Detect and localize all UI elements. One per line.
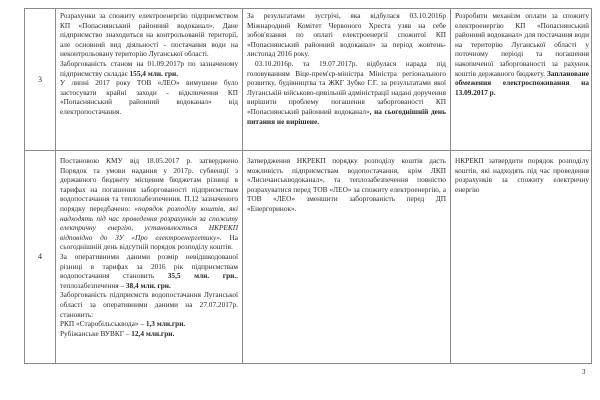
debt-value: 12,4 млн.грн. — [131, 328, 175, 338]
page-number: 3 — [582, 368, 586, 376]
debt-paragraph — [60, 59, 238, 78]
table-row — [25, 9, 591, 151]
proposal-cell — [451, 9, 593, 150]
disconnection-paragraph: У липні 2017 року ТОВ «ЛЕО» вимушене було застосувати крайні заходи - відключення КП «Попаснянський районний водоканал» від електропостачання. — [60, 78, 238, 116]
issues-table — [24, 8, 592, 364]
water-amount: 35,5 млн. грн. — [167, 271, 237, 281]
debt-text: Заборгованість станом на 01.09.2017р по зазначеному підприємству складає — [60, 58, 238, 78]
proposal-paragraph: НКРЕКП затвердити порядок розподілу коштів, які надходять під час проведення розрахунків за спожиту електричну енергію — [455, 156, 589, 194]
heat-amount: 38,4 млн. грн. — [125, 280, 171, 290]
row-number: 3 — [38, 74, 42, 84]
proposal-text: Розробити механізм оплати за спожиту електроенергію КП «Попаснянський районний водоканал» для постачання води на територію Луганської області у поточному періоді та погашення накопиченої заборгованості за рахунок коштів державного бюджету. — [455, 11, 589, 78]
debt-item — [60, 329, 238, 339]
actions-paragraph: Затвердження НКРЕКП порядку розподілу коштів дасть можливість підприємствам водопостачання, крім ЛКП «Лисичанськводоканал», та теплозабезпечення повністю розрахуватися перед ТОВ «ЛЕО» за спожиту електроенергію, а ТОВ «ЛЕО» зменшити заборгованість перед ДП «Енергоринок». — [247, 156, 446, 213]
resolution-paragraph — [60, 156, 238, 252]
debt-label: Рубіжанське ВУВКГ – — [60, 328, 132, 338]
row-number-cell — [25, 9, 56, 150]
actions-cell — [243, 151, 451, 363]
planned-restriction: Заплановане обмеження електроспоживання на 13.09.2017 р. — [455, 68, 589, 97]
debt-item — [60, 319, 238, 329]
proposal-paragraph — [455, 11, 589, 97]
tariff-paragraph — [60, 252, 238, 290]
actions-paragraph: За результатами зустрічі, яка відбулася 03.10.2016р Міжнародний Комітет Червоного Хреста узяв на себе зобов'язання по оплаті електроенергії спожитої КП «Попаснянський районний водоканал» за період жовтень-листопад 2016 року. — [247, 11, 446, 59]
debt-value: 1,3 млн.грн. — [145, 319, 186, 329]
debt-amount: 155,4 млн. грн. — [129, 68, 179, 78]
table-row — [25, 151, 591, 363]
situation-cell — [56, 9, 243, 150]
debt-paragraph: Заборгованість підприємств водопостачання Луганської області за оперативними даними на 27.07.2017р. становить: — [60, 290, 238, 319]
row-number: 4 — [38, 252, 42, 261]
meeting-paragraph — [247, 59, 446, 126]
actions-cell — [243, 9, 451, 150]
meeting-status: , на сьогоднішній день питання не вирішене. — [247, 106, 446, 126]
resolution-text: Постановою КМУ від 18.05.2017 р. затверджено Порядок та умови надання у 2017р. субвенції з державного бюджету місцевим бюджетам різниці в тарифах на погашення заборгованості підприємствам водопостачання та теплозабезпечення. П.12 зазначеного порядку передбачено: — [60, 156, 238, 213]
resolution-quote: «порядок розподілу коштів, які надходять під час проведення розрахунків за спожиту електричну енергію, установлюється НКРЕКП відповідно до ЗУ «Про електроенергетику». — [60, 203, 238, 242]
tariff-mid: , теплозабезпечення – — [60, 271, 238, 290]
resolution-tail: На сьогоднішній день відсутній порядок розподілу коштів. — [60, 232, 238, 252]
debt-label: РКП «Старобільськвода» – — [60, 319, 146, 329]
row-number-cell — [25, 151, 56, 363]
situation-paragraph: Розрахунки за спожиту електроенергію підприємством КП «Попаснянський районний водоканал». Дане підприємство знаходиться на контрольованій території, але основний вид діяльності - постачання води на неконтрольовану територію Луганської області. — [60, 11, 238, 59]
proposal-cell — [451, 151, 593, 363]
tariff-text: За оперативними даними розмір невідшкодованої різниці в тарифах за 2016 рік підприємствам водопостачання становить — [60, 251, 238, 281]
situation-cell — [56, 151, 243, 363]
meeting-text: 03.10.2016р. та 19.07.2017р. відбулася нарада під головуванням Віце-прем'єр-міністра Міністра регіонального розвитку, будівництва та ЖКГ Зубко Г.Г. за результатами якої Луганській військово-цивільній адміністрації надані доручення вирішити проблему погашення заборгованості КП «Попаснянський районний водоканал» — [247, 58, 446, 116]
